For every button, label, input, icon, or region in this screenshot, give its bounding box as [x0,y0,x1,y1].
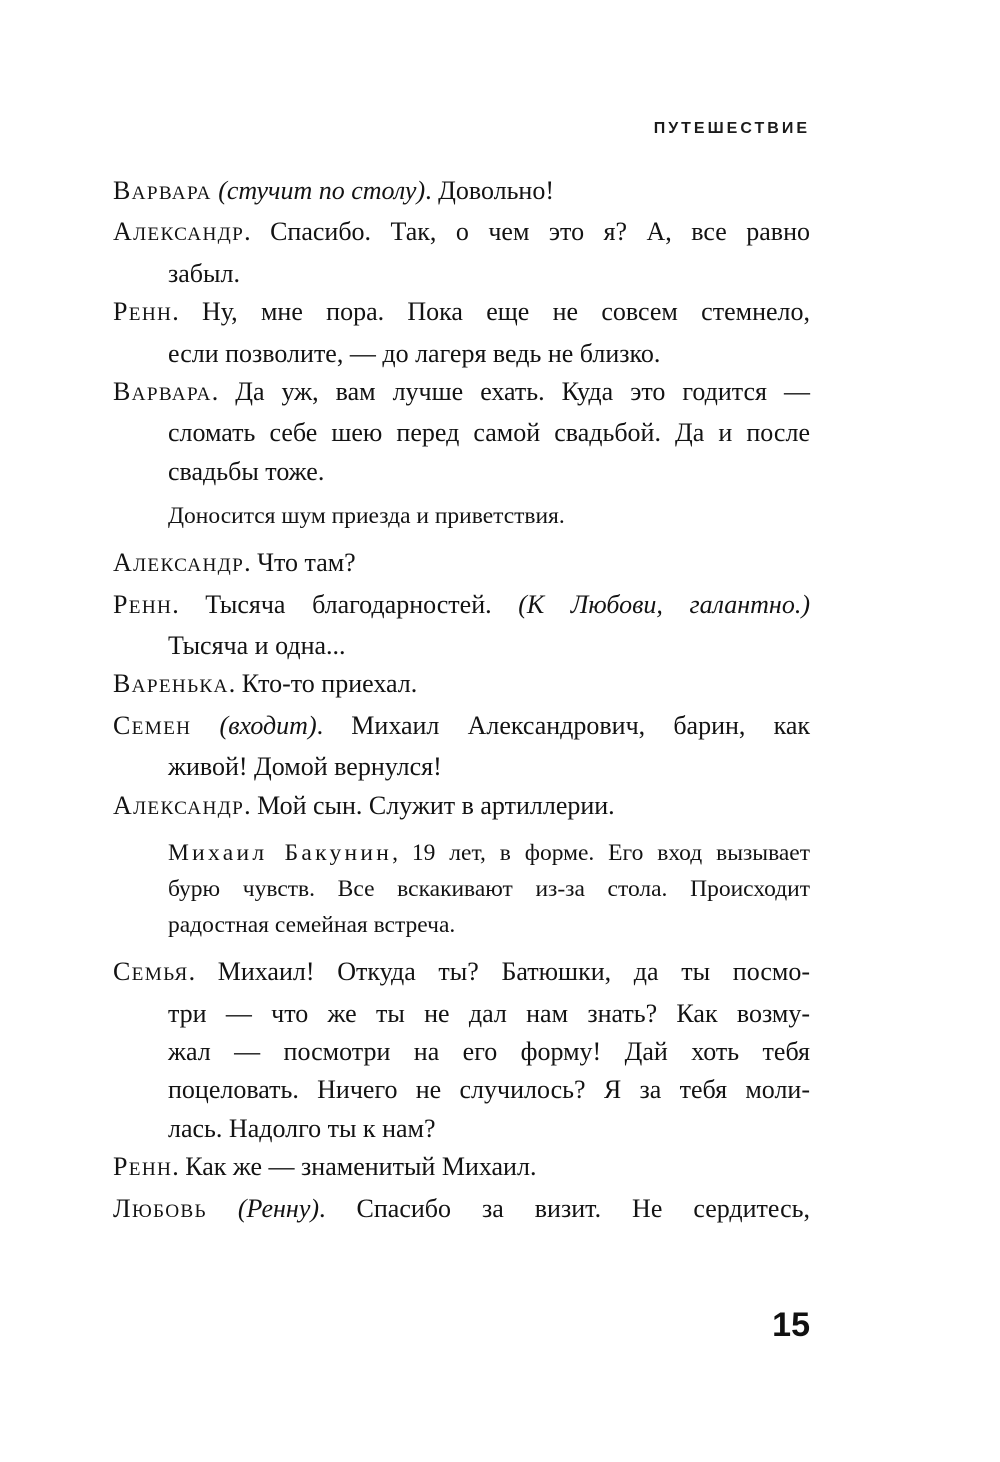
dialogue-paragraph [113,1190,810,1231]
stage-note-inline: (стучит по столу) [218,176,426,205]
speaker-name [113,548,244,577]
dialogue-text: свадьбы тоже. [168,456,325,486]
dialogue-paragraph [113,707,810,787]
speaker-name [113,176,212,205]
stage-note-inline: (Ренну) [237,1193,320,1223]
stage-direction [168,498,810,534]
dialogue-paragraph [113,953,810,1148]
speaker-initial: С [113,957,132,987]
text-line [168,748,810,786]
dialogue-text: . Да уж, вам лучше ехать. Куда это годится — [211,377,810,407]
speaker-smallcaps: ЕМЕН [131,717,192,739]
dialogue-text: жал — посмотри на его форму! Дай хоть тебя [168,1036,810,1066]
speaker-smallcaps: ЕНН [128,596,173,618]
speaker-smallcaps: АРВАРА [131,183,212,204]
text-line [113,293,810,334]
dialogue-text: . Кто-то приехал. [228,669,418,699]
speaker-initial: Р [113,589,129,619]
dialogue-text: живой! Домой вернулся! [168,752,442,782]
dialogue-text: . Как же — знаменитый Михаил. [172,1152,537,1182]
speaker-name [113,297,172,326]
text-block [113,172,810,1231]
dialogue-text: . Михаил Александрович, барин, как [316,710,810,740]
text-line [168,907,810,943]
dialogue-text: . Ну, мне пора. Пока еще не совсем стемнело, [172,297,810,327]
dialogue-text: сломать себе шею перед самой свадьбой. Да и после [168,418,810,448]
dialogue-text: Доносится шум приезда и приветствия. [168,503,565,530]
speaker-smallcaps: ЕНН [128,304,173,326]
dialogue-paragraph [113,1148,810,1189]
text-line [113,787,810,828]
speaker-smallcaps: ЮБОВЬ [131,1200,207,1222]
dialogue-text: . Спасибо за визит. Не сердитесь, [319,1193,810,1223]
running-header: ПУТЕШЕСТВИЕ [653,120,810,137]
speaker-name [113,957,189,986]
text-line [113,544,810,585]
dialogue-text: бурю чувств. Все вскакивают из-за стола. Происходит [168,876,810,903]
dialogue-text: , 19 лет, в форме. Его вход вызывает [392,840,810,867]
speaker-initial: Л [113,1193,132,1223]
dialogue-paragraph [113,293,810,373]
text-line [113,213,810,254]
text-line [168,871,810,907]
speaker-initial: В [113,176,132,205]
speaker-initial: С [113,710,132,740]
text-line [113,707,810,748]
text-line [168,498,810,534]
dialogue-text: . Довольно! [425,176,555,205]
dialogue-text: . Что там? [244,548,356,578]
dialogue-paragraph [113,665,810,706]
dialogue-paragraph [113,213,810,293]
dialogue-text: если позволите, — до лагеря ведь не близко. [168,338,661,368]
dialogue-text: забыл. [168,258,240,288]
speaker-initial: В [113,669,132,699]
text-line [168,835,810,871]
dialogue-paragraph [113,172,810,213]
speaker-initial: А [113,548,134,578]
text-line [168,1033,810,1071]
stage-note-inline: (К Любови, галантно.) [518,589,810,619]
text-line [113,373,810,414]
dialogue-text: . Тысяча благодарностей. [172,589,519,619]
page-number: 15 [772,1306,810,1344]
speaker-smallcaps: ЕНН [128,1159,173,1181]
speaker-smallcaps: АРВАРА [131,384,212,406]
speaker-initial: В [113,377,132,407]
dialogue-text: . Мой сын. Служит в артиллерии. [244,790,615,820]
dialogue-text: . Спасибо. Так, о чем это я? А, все равно [244,217,810,247]
speaker-smallcaps: ЛЕКСАНДР [133,797,245,819]
speaker-initial: А [113,217,134,247]
dialogue-paragraph [113,787,810,828]
text-line [168,627,810,665]
text-line [168,1110,810,1148]
text-line [113,1148,810,1189]
text-line [113,172,810,213]
dialogue-paragraph [113,586,810,666]
speaker-initial: А [113,790,134,820]
dialogue-text: . Михаил! Откуда ты? Батюшки, да ты посмо- [188,957,810,987]
dialogue-text [207,1194,238,1223]
speaker-name [113,1152,172,1181]
speaker-smallcaps: ЕМЬЯ [131,964,189,986]
text-line [168,453,810,491]
speaker-smallcaps: ЛЕКСАНДР [133,555,245,577]
text-line [168,995,810,1033]
speaker-name [113,217,244,246]
speaker-name [113,669,229,698]
stage-direction [168,835,810,943]
speaker-name [113,590,172,619]
speaker-smallcaps: АРЕНЬКА [131,676,229,698]
dialogue-text: три — что же ты не дал нам знать? Как возму- [168,998,810,1028]
text-line [168,255,810,293]
text-line [168,1071,810,1109]
speaker-name [113,377,212,406]
speaker-smallcaps: ЛЕКСАНДР [133,224,245,246]
stage-note-inline: (входит) [219,710,317,740]
character-name-spaced: Михаил Бакунин [168,840,393,867]
dialogue-text: поцеловать. Ничего не случилось? Я за тебя моли- [168,1075,810,1105]
dialogue-paragraph [113,373,810,491]
dialogue-text: лась. Надолго ты к нам? [168,1113,436,1143]
speaker-name [113,791,244,820]
dialogue-text: Тысяча и одна... [168,631,346,661]
text-line [113,665,810,706]
dialogue-text [191,711,219,740]
dialogue-text: радостная семейная встреча. [168,912,456,939]
text-line [168,414,810,452]
speaker-initial: Р [113,297,129,327]
text-line [113,953,810,994]
text-line [168,335,810,373]
dialogue-paragraph [113,544,810,585]
text-line [113,586,810,627]
speaker-name [113,711,191,740]
speaker-name [113,1194,207,1223]
speaker-initial: Р [113,1152,129,1182]
text-line [113,1190,810,1231]
